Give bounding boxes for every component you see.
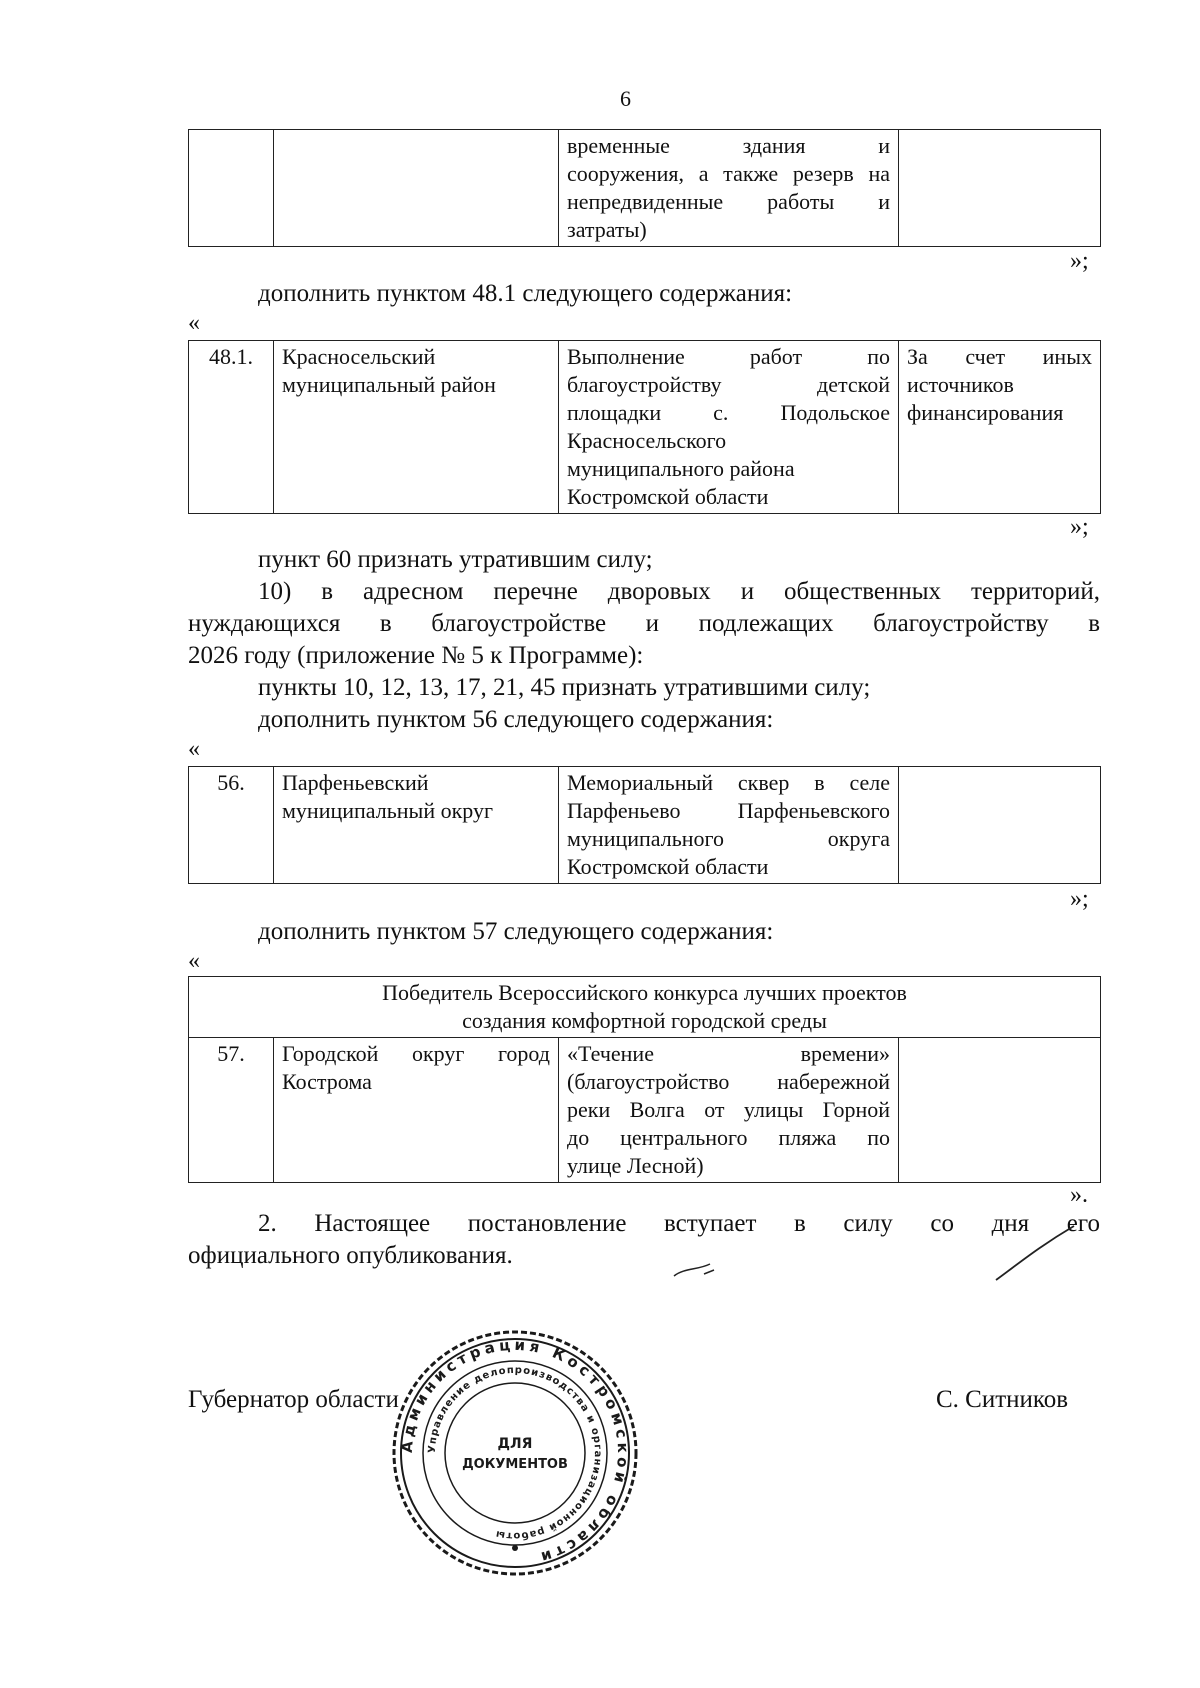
municipality-cell: Парфеньевский муниципальный округ (274, 767, 559, 884)
closing-quote: »; (1070, 248, 1089, 274)
item-number: 56. (189, 767, 274, 884)
paragraph: дополнить пунктом 57 следующего содержания: (258, 918, 774, 945)
closing-quote: ». (1070, 1182, 1088, 1208)
territory-cell: «Течение времени» (благоустройство набережной реки Волга от улицы Горной до центрального пляжа по улице Лесной) (559, 1038, 899, 1183)
table-cell (899, 767, 1101, 884)
table-cell-content: временные здания и сооружения, а также резерв на непредвиденные работы и затраты) (559, 130, 899, 247)
seal-inner-text: Управление делопроизводства и организационной работы (426, 1364, 604, 1542)
paragraph-2: 2. Настоящее постановление вступает в силу со дня его официального опубликования. (188, 1210, 1100, 1269)
table-item-57 (188, 976, 1101, 1183)
opening-quote: « (188, 736, 200, 762)
paragraph-10: 10) в адресном перечне дворовых и общественных территорий, нуждающихся в благоустройстве и подлежащих благоустройству в 2026 году (приложение № 5 к Программе): (188, 578, 1100, 669)
page-number: 6 (620, 86, 631, 111)
table-cell (899, 1038, 1101, 1183)
work-description-cell: Выполнение работ по благоустройству детской площадки с. Подольское Красносельского муниципального района Костромской области (559, 341, 899, 514)
signature-stroke (990, 1222, 1080, 1286)
pen-mark (670, 1258, 720, 1282)
table-item-48-1 (188, 340, 1101, 514)
territory-cell: Мемориальный сквер в селе Парфеньево Парфеньевского муниципального округа Костромской области (559, 767, 899, 884)
opening-quote: « (188, 310, 200, 336)
seal-center-line-1: ДЛЯ (497, 1436, 533, 1452)
item-number: 57. (189, 1038, 274, 1183)
signatory-title: Губернатор области (188, 1386, 399, 1413)
table-cell (189, 130, 274, 247)
paragraph: дополнить пунктом 56 следующего содержания: (258, 706, 774, 733)
paragraph: дополнить пунктом 48.1 следующего содержания: (258, 280, 793, 307)
official-seal (390, 1328, 640, 1578)
closing-quote: »; (1070, 886, 1089, 912)
seal-center-line-2: ДОКУМЕНТОВ (462, 1457, 568, 1472)
opening-quote: « (188, 948, 200, 974)
table-section-header: Победитель Всероссийского конкурса лучших проектов создания комфортной городской среды (189, 977, 1101, 1038)
municipality-cell: Красносельский муниципальный район (274, 341, 559, 514)
closing-quote: »; (1070, 514, 1089, 540)
table-cell (899, 130, 1101, 247)
municipality-cell: Городской округ город Кострома (274, 1038, 559, 1183)
table-item-56 (188, 766, 1101, 884)
signatory-name: С. Ситников (936, 1386, 1069, 1413)
seal-dot (512, 1545, 518, 1551)
table-cell (274, 130, 559, 247)
funding-cell: За счет иных источников финансирования (899, 341, 1101, 514)
paragraph: пункт 60 признать утратившим силу; (258, 546, 653, 573)
table-fragment-1 (188, 129, 1101, 247)
seal-outer-text: Администрация Костромской области (397, 1335, 633, 1568)
svg-text:Управление делопроизводства и (427, 1365, 603, 1542)
item-number: 48.1. (189, 341, 274, 514)
paragraph: пункты 10, 12, 13, 17, 21, 45 признать утратившими силу; (258, 674, 871, 701)
